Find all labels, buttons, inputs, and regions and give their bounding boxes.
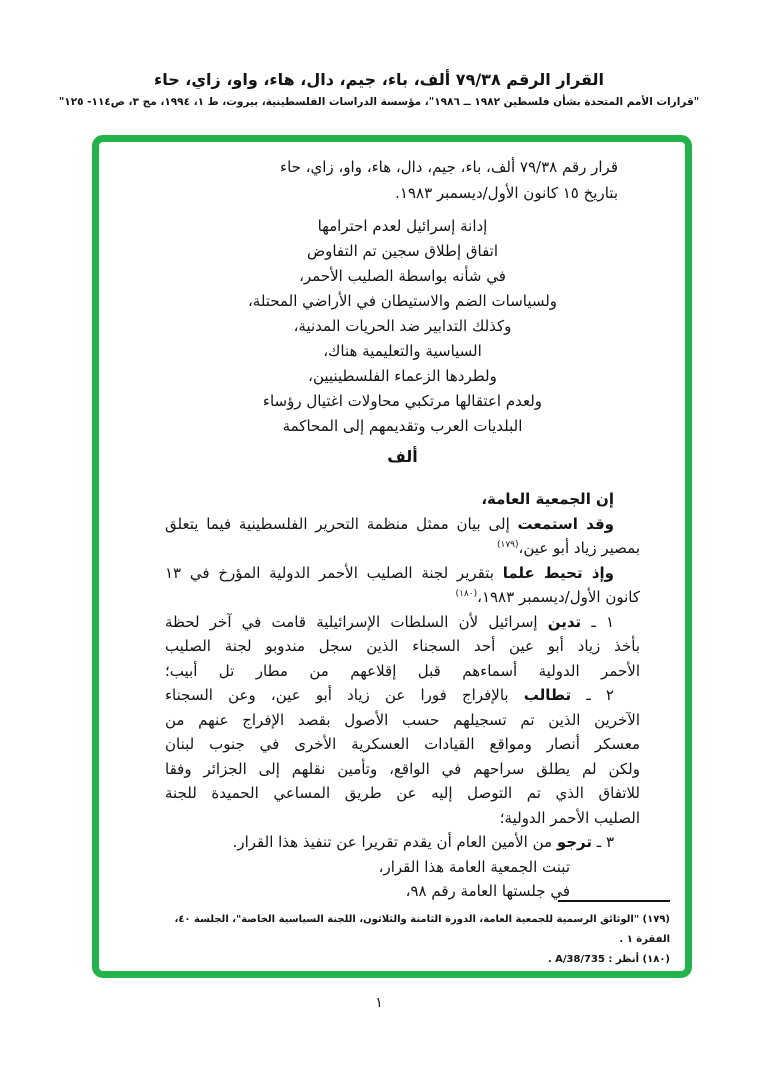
footnote-separator [558,900,670,902]
body-text-line [165,781,640,806]
text-segment: إن الجمعية العامة، [481,490,614,508]
text-segment: بمصير زياد أبو عين، [518,539,640,557]
highlight-border-box [92,135,692,978]
text-segment: بتقرير لجنة الصليب الأحمر الدولية المؤرخ في ١٣ [165,563,503,582]
text-segment: الأحمر الدولية أسماءهم قبل إقلاعهم من مطار تل أبيب؛ [165,661,640,680]
body-text-line [165,683,640,708]
text-segment: ١ ـ [581,612,614,631]
text-segment: إلى بيان ممثل منظمة التحرير الفلسطينية فيما يتعلق [165,514,518,533]
body-text-line [165,634,640,659]
footnote-lines [154,910,670,970]
footnote-line: (١٧٩) "الوثائق الرسمية للجمعية العامة، الدورة الثامنة والثلاثون، اللجنة السياسية الخاصة"، الجلسة ٤٠، الفقرة ١ . [174,914,670,945]
text-segment: وإذ تحيط علما [502,563,614,582]
text-segment: ولكن لم يطلق سراحهم في الواقع، وتأمين نقلهم إلى الجزائر وفقا [165,759,640,778]
body-text-line [165,512,640,537]
text-segment: وقد استمعت [517,514,614,533]
source-citation: "قرارات الأمم المتحدة بشأن فلسطين ١٩٨٢ ــ ١٩٨٦"، مؤسسة الدراسات الفلسطينية، بيروت، ط ١، ١٩٩٤، مج ٣، ص١١٤- ١٢٥" [58,96,700,108]
text-line: ولسياسات الضم والاستيطان في الأراضي المحتلة، [247,292,558,310]
body-text-line [165,585,640,610]
text-line: وكذلك التدابير ضد الحريات المدنية، [293,317,512,335]
text-line: إدانة إسرائيل لعدم احترامها [317,217,488,235]
body-text-line [165,659,640,684]
resolution-title-block [165,214,640,439]
text-line: البلديات العرب وتقديمهم إلى المحاكمة [282,417,523,435]
text-segment: ٢ ـ [571,686,614,704]
body-text-line [165,561,640,586]
text-segment: من الأمين العام أن يقدم تقريرا عن تنفيذ هذا القرار. [232,833,557,851]
text-segment: كانون الأول/ديسمبر ١٩٨٣، [477,588,640,606]
body-text-line [165,732,640,757]
text-line: السياسية والتعليمية هناك، [323,342,482,360]
text-line: بتاريخ ١٥ كانون الأول/ديسمبر ١٩٨٣. [395,184,618,202]
text-segment: تبنت الجمعية العامة هذا القرار، [378,857,570,876]
text-segment: ٣ ـ [592,833,614,851]
text-segment: بأخذ زياد أبو عين أحد السجناء الذين سجل مندوبو لجنة الصليب [165,637,640,655]
body-text-line [165,855,640,880]
text-segment: للاتفاق الذي تم التوصل إليه عن طريق المساعي الحميدة للجنة [165,784,640,802]
body-text-line [165,806,640,831]
footnote-marker: (١٧٩) [496,540,519,550]
body-text-line [165,610,640,635]
text-segment: الصليب الأحمر الدولية؛ [499,808,640,827]
text-line: ولطردها الزعماء الفلسطينيين، [308,367,497,385]
text-line: قرار رقم ٧٩/٣٨ ألف، باء، جيم، دال، هاء، واو، زاي، حاء [280,158,618,176]
page-number: ١ [375,995,383,1011]
text-segment: ترجو [556,833,592,851]
text-segment: في جلستها العامة رقم ٩٨، [405,882,570,900]
text-segment: الآخرين الذين تم تسجيلهم حسب الأصول بقصد الإفراج عنهم من [165,710,640,729]
section-heading-alif: ألف [387,447,418,466]
resolution-content [99,142,685,904]
text-line: في شأنه بواسطة الصليب الأحمر، [299,267,506,285]
body-text-line [165,830,640,855]
resolution-body [165,487,640,904]
text-segment: بالإفراج فورا عن زياد أبو عين، وعن السجناء [165,686,524,704]
body-text-line [165,487,640,512]
text-segment: إسرائيل لأن السلطات الإسرائيلية قامت في آخر لحظة [165,612,548,631]
resolution-header-title: القرار الرقم ٧٩/٣٨ ألف، باء، جيم، دال، هاء، واو، زاي، حاء [154,70,604,89]
document-header [0,70,758,108]
footnote-line: (١٨٠) أنظر : A/38/735 . [547,954,670,965]
body-text-line [165,708,640,733]
text-segment: تدين [547,612,582,631]
footnotes [154,900,670,970]
text-segment: تطالب [523,686,572,704]
body-text-line [165,536,640,561]
text-line: ولعدم اعتقالها مرتكبي محاولات اغتيال رؤساء [262,392,543,410]
text-line: اتفاق إطلاق سجين تم التفاوض [306,242,499,260]
footnote-marker: (١٨٠) [455,589,478,599]
body-text-line [165,757,640,782]
text-segment: معسكر أنصار ومواقع القيادات العسكرية الأخرى في جنوب لبنان [165,735,640,753]
resolution-intro [165,154,640,206]
